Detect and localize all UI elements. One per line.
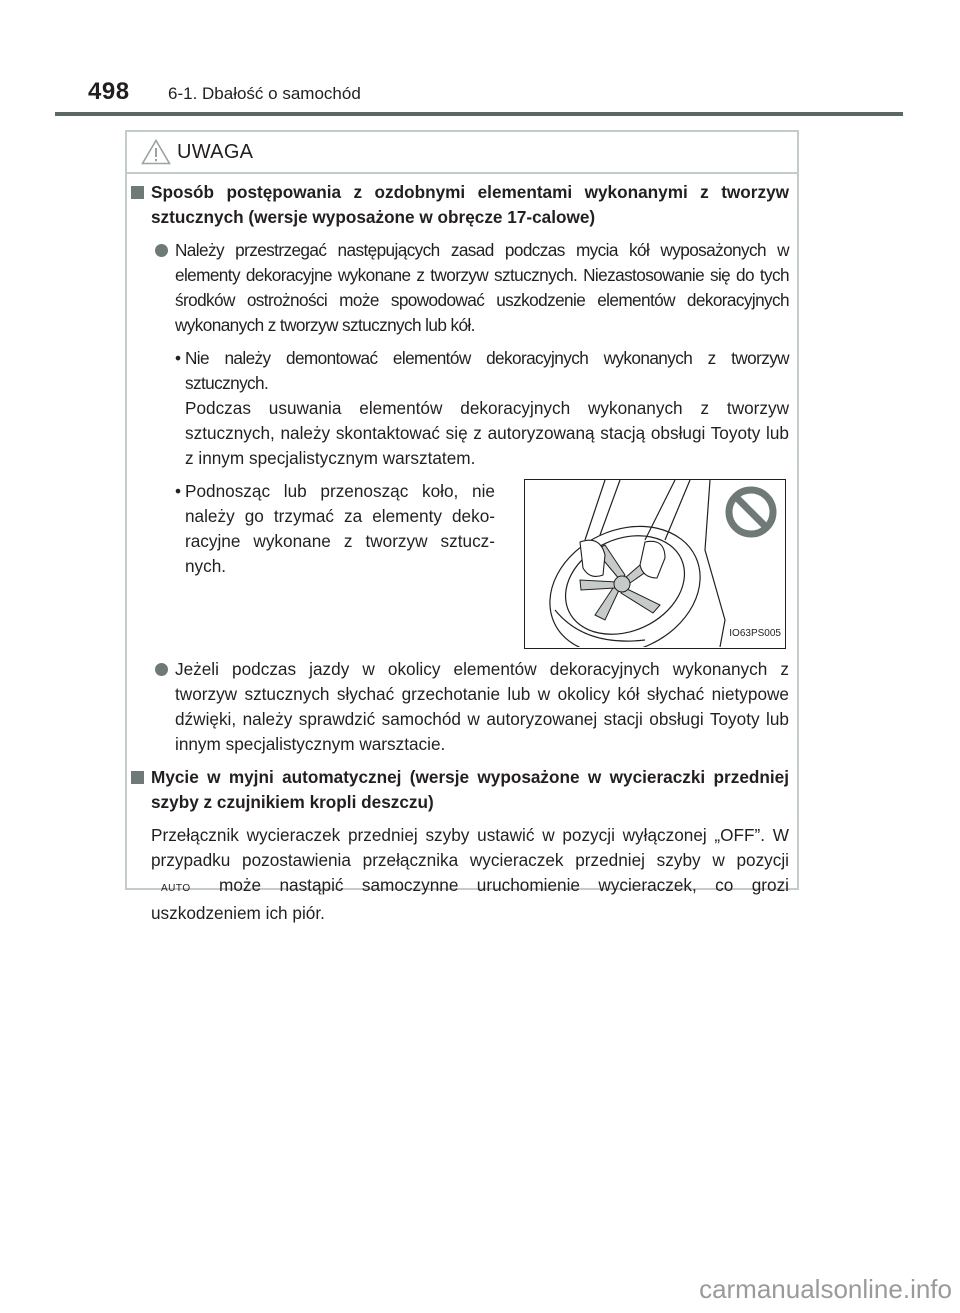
watermark: carmanualsonline.info: [699, 1274, 952, 1304]
wheel-illustration: [524, 479, 786, 649]
sub-bullet: [129, 346, 789, 396]
prohibited-icon: [729, 490, 773, 534]
list-item: [129, 238, 789, 338]
sub-bullet-text: Nie należy demontować elementów dekoracyjnych wykonanych z tworzyw sztucznych.: [185, 348, 789, 393]
bullet-icon: •: [175, 348, 181, 368]
square-bullet-icon: [131, 771, 144, 784]
circle-bullet-icon: [155, 244, 168, 257]
body-text: może nastąpić samoczynne uruchomienie wycieraczek, co grozi uszkodzeniem ich piór.: [151, 875, 789, 923]
warning-header: [127, 132, 797, 174]
warning-box: [125, 130, 799, 923]
section-heading: [129, 765, 789, 815]
list-item-text: Należy przestrzegać następujących zasad podczas mycia kół wyposażonych w elementy dekoracyjne wykonane z tworzyw sztucznych. Niezastosowanie się do tych środków ostrożności może spowodować uszkodzenie elementów dekoracyjnych wykonanych z tworzyw sztucznych lub kół.: [175, 240, 789, 335]
figure-row: [129, 479, 789, 649]
auto-position-icon: AUTO: [161, 883, 191, 894]
note-paragraph: Podczas usuwania elementów dekoracyjnych wykonanych z tworzyw sztucznych, należy skontaktować się z autoryzowaną stacją obsługi Toyoty lub z innym specjalistycznym warsztatem.: [185, 398, 789, 468]
section-heading: [129, 180, 789, 230]
list-item: [129, 657, 789, 757]
sub-bullet: [129, 479, 495, 579]
warning-title: UWAGA: [177, 140, 254, 163]
list-item-text: Jeżeli podczas jazdy w okolicy elementów dekoracyjnych wykonanych z tworzyw sztucznych słychać grzechotanie lub w okolicy kół słychać nietypowe dźwięki, należy sprawdzić samochód w autoryzowanej stacji obsługi Toyoty lub innym specjalistycznym warsztacie.: [175, 659, 789, 754]
header-divider: [55, 112, 903, 116]
square-bullet-icon: [131, 186, 144, 199]
warning-triangle-icon: [141, 139, 171, 165]
body-paragraph: [129, 823, 789, 926]
bullet-icon: •: [175, 481, 182, 501]
circle-bullet-icon: [155, 663, 168, 676]
section-heading-text: Sposób postępowania z ozdobnymi elementami wykonanymi z tworzyw sztucznych (wersje wyposażone w obręcze 17-calowe): [151, 182, 789, 227]
page-number: 498: [88, 78, 130, 105]
section-title: 6-1. Dbałość o samochód: [168, 84, 361, 103]
section-heading-text: Mycie w myjni automatycznej (wersje wyposażone w wycieraczki przedniej szyby z czujnikiem kropli deszczu): [151, 767, 789, 812]
sub-bullet-text: Podnosząc lub przenosząc koło, nie należy go trzymać za elementy dekoracyjne wykonane z tworzyw sztucznych.: [185, 481, 495, 576]
body-text: Przełącznik wycieraczek przedniej szyby ustawić w pozycji wyłączonej „OFF”. W przypadku pozostawienia przełącznika wycieraczek przedniej szyby w pozycji: [151, 825, 789, 870]
figure-code: IO63PS005: [729, 628, 781, 639]
warning-content: [129, 180, 789, 926]
